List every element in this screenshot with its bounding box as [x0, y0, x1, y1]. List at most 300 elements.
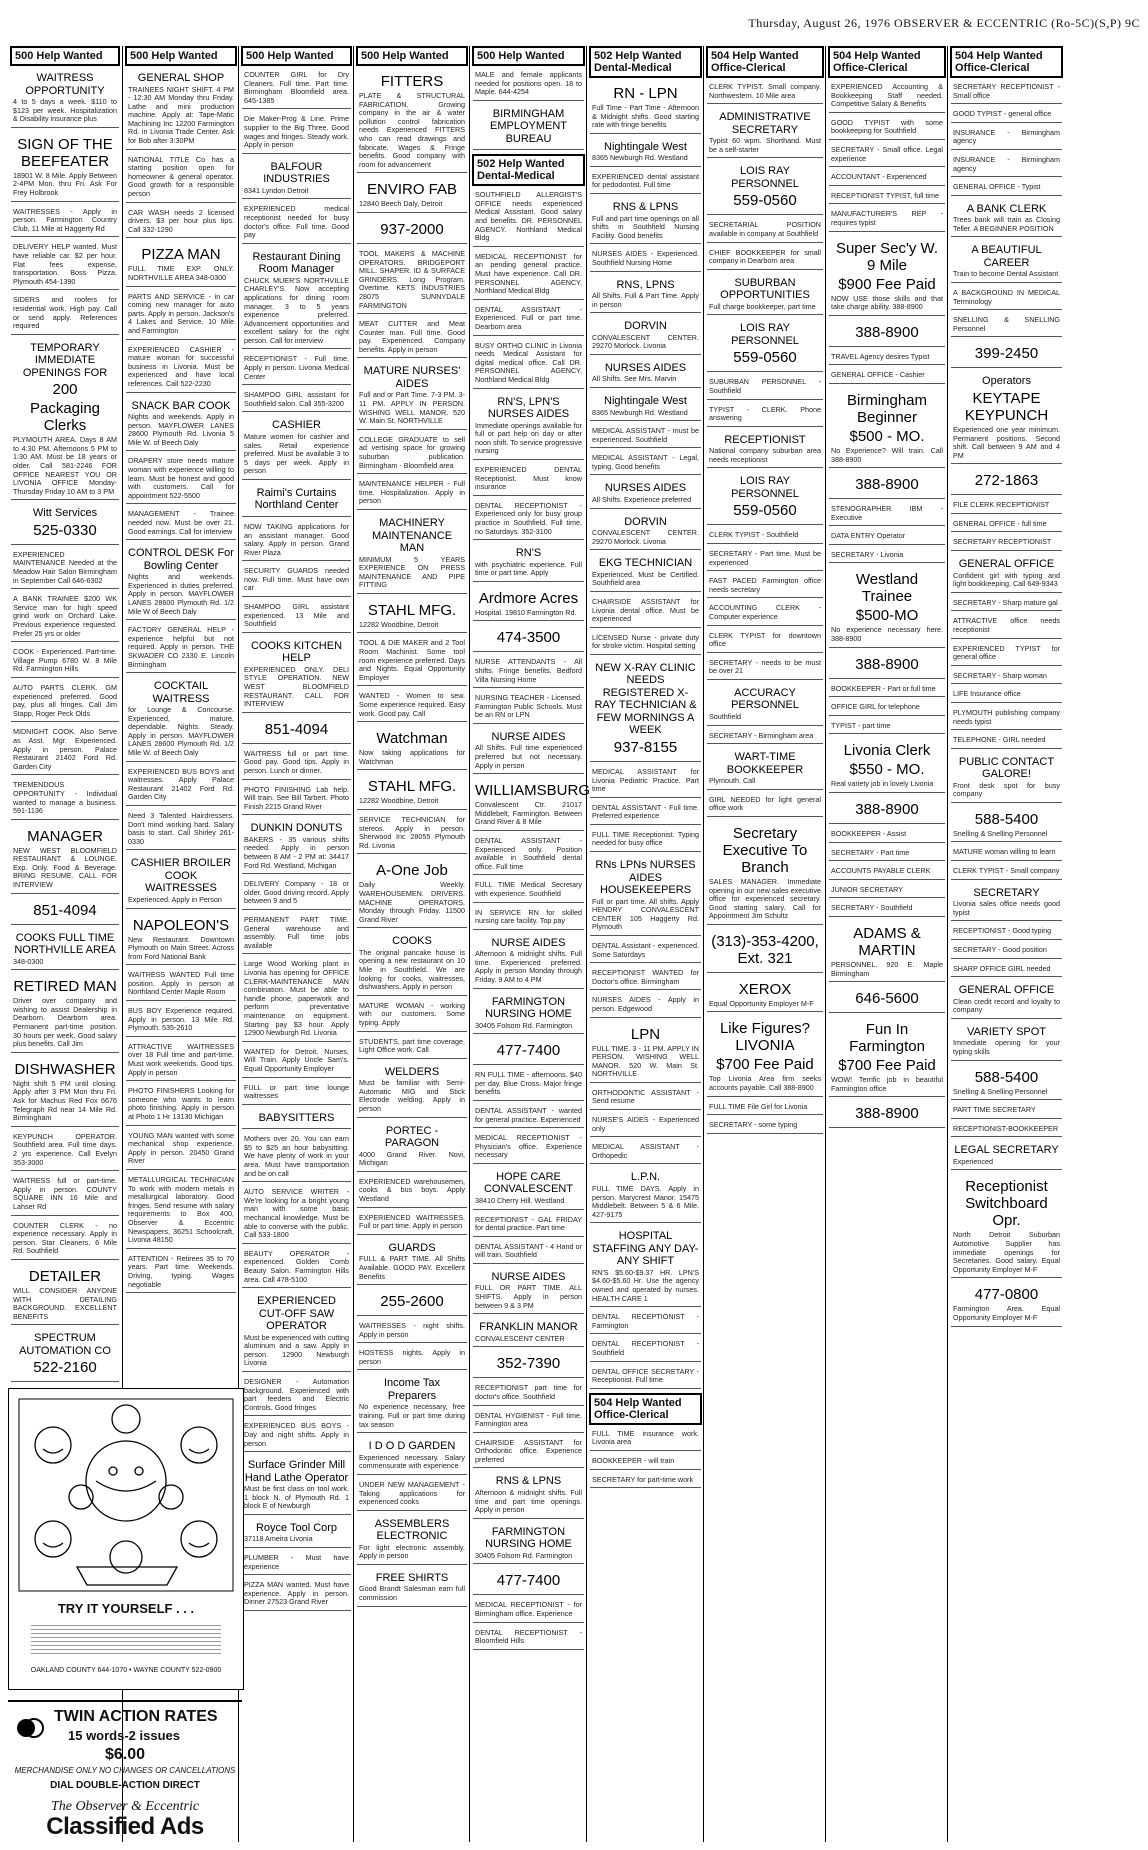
classified-ad	[951, 1065, 1062, 1101]
classified-ad	[357, 1320, 467, 1343]
classified-ad	[951, 1123, 1062, 1138]
classified-ad	[473, 835, 584, 875]
ad-body: PART TIME SECRETARY	[953, 1105, 1036, 1115]
classified-ad	[357, 1239, 467, 1285]
classified-ad	[473, 586, 584, 622]
classified-ad	[829, 701, 945, 716]
ad-body: SECURITY GUARDS needed now. Full time. Must have own car	[244, 566, 349, 593]
classified-ad	[126, 913, 236, 966]
ad-body: 38410 Cherry Hill. Westland	[475, 1195, 565, 1205]
classified-ad	[951, 287, 1062, 310]
ad-body: SECRETARY - some typing	[709, 1120, 798, 1130]
ad-body: WANTED for Detroit. Nurses, Will Train. Apply Uncle Sam's. Equal Opportunity Employer	[244, 1046, 349, 1073]
rates-subtitle: 15 words-2 issues	[68, 1728, 180, 1743]
classified-ad	[473, 544, 584, 582]
ad-body: MEDICAL RECEPTIONIST for an pending general practice. Must have experience. Call DR. PERSONNEL AGENCY. Northland Medical Bldg	[475, 251, 582, 296]
classified-ad	[357, 858, 467, 928]
classified-ad	[242, 353, 351, 385]
ad-title: COOKS KITCHEN HELP	[250, 639, 343, 665]
classified-ad	[473, 993, 584, 1035]
ad-body: FULL TIME DAYS. Apply in person. Marycrest Manor. 15475 Middlebelt. Between 5 & 6 Mile. 427-9175	[592, 1183, 699, 1219]
ad-body: Experienced necessary. Salary commensurate with experience	[359, 1452, 465, 1471]
ad-title: I D O D GARDEN	[368, 1440, 456, 1453]
classified-ad	[242, 1248, 351, 1288]
classified-ad	[951, 597, 1062, 612]
ad-body: GOOD TYPIST with some bookkeeping for Southfield	[831, 117, 943, 136]
ad-body: 12840 Beech Daly, Detroit	[359, 199, 443, 209]
ad-body: EXPERIENCED dental assistant for pedodontist. Full time	[592, 171, 699, 190]
classified-ad	[357, 814, 467, 854]
ad-body: SECRETARY for part-time work	[592, 1474, 694, 1484]
classified-ad	[590, 1022, 701, 1083]
ad-body: NATIONAL TITLE Co has a starting position open for homeowner & general operator. Good growth for a responsible person	[128, 154, 234, 199]
classified-ad	[590, 513, 701, 551]
classified-ad	[126, 766, 236, 806]
ad-body: with psychiatric experience. Full time or part time. Apply	[475, 559, 582, 578]
classified-ad	[473, 879, 584, 902]
ad-body: NURSES AIDES - Apply in person. Edgewood	[592, 995, 699, 1013]
column-4	[353, 46, 470, 1842]
ad-body: SECRETARY - Part time. Must be experienced	[709, 549, 821, 567]
classified-ad	[242, 521, 351, 561]
classified-ad	[590, 554, 701, 592]
ad-body: BOOKKEEPER - Assist	[831, 829, 907, 839]
ad-title: COCKTAIL WAITRESS	[152, 680, 210, 705]
classified-ad	[951, 536, 1062, 551]
column-heading: 504 Help Wanted Office-Clerical	[706, 46, 824, 78]
classified-ad	[707, 162, 823, 215]
ad-body: PARTS AND SERVICE - in car coming new manager for auto parts. Apply in person. Jackson's 4 Lakes and Service. 10 Mile and Farmington	[128, 291, 234, 335]
classified-ad	[951, 688, 1062, 703]
classified-ad	[242, 637, 351, 713]
ad-title: RNS, LPNS	[616, 278, 675, 291]
ad-body: JUNIOR SECRETARY	[831, 884, 904, 894]
ad-headline: 388-8900	[855, 476, 919, 494]
ad-body: Afternoon & midnight shifts. Full time and part time openings. Apply in person	[475, 1487, 582, 1515]
ad-body: WAITRESSES - Apply in person. Farmington Country Club, 11 Mile at Haggerty Rd	[13, 206, 117, 233]
ad-body: INSURANCE - Birmingham agency	[953, 127, 1060, 146]
ad-body: RECEPTIONIST part time for doctor's office. Southfield	[475, 1383, 582, 1401]
classified-ad	[829, 567, 945, 647]
classified-ad	[242, 1046, 351, 1078]
classified-ad	[473, 69, 584, 101]
rates-price: $6.00	[104, 1746, 146, 1763]
ad-title: RN'S	[515, 547, 542, 560]
ad-body: MAINTENANCE HELPER - Full time. Hospitalization. Apply in person	[359, 479, 465, 506]
classified-ad	[242, 601, 351, 633]
ad-body: EXPERIENCED MAINTENANCE Needed at the Meadow Hair Salon Birmingham in September Call 646-6302	[13, 549, 117, 585]
classified-ad	[951, 643, 1062, 666]
ad-body: TYPIST - part time	[831, 720, 891, 730]
ad-fee: $500-MO	[855, 607, 919, 625]
classified-ad	[590, 1428, 701, 1451]
ad-body: SECRETARY RECEPTIONIST - Small office	[953, 82, 1060, 100]
classified-ad	[11, 1057, 119, 1127]
ad-body: Confident girl with typing and light bookkeeping. Call 649-9343	[953, 570, 1060, 589]
ad-body: PLYMOUTH publishing company needs typist	[953, 707, 1060, 726]
ad-body: BEAUTY OPERATOR - experienced. Golden Comb Beauty Salon. Farmington Hills area. Call 478-5100	[244, 1248, 349, 1284]
ad-headline: Secretary Executive To Branch	[722, 824, 808, 876]
classified-ad	[951, 468, 1062, 495]
classified-ad	[242, 1579, 351, 1611]
ad-body: FULL TIME Medical Secretary with experience. Southfield	[475, 880, 582, 898]
classified-ad	[951, 1282, 1062, 1326]
classified-ad	[126, 397, 236, 452]
ad-title: LOIS RAY PERSONNEL	[731, 322, 799, 347]
ad-headline: FITTERS	[380, 73, 444, 90]
ad-body: ATTENTION - Retirees 35 to 70 years. Part time. Weekends. Driving, typing. Wages negotiable	[128, 1253, 234, 1289]
classified-ad	[951, 181, 1062, 196]
classified-ad	[357, 637, 467, 686]
classified-ad	[829, 652, 945, 679]
ad-title: LOIS RAY PERSONNEL	[731, 165, 799, 190]
ad-body: CONVALESCENT CENTER	[475, 1333, 565, 1343]
classified-ad	[829, 683, 945, 698]
ad-headline: 646-5600	[855, 990, 919, 1008]
classified-ad	[11, 682, 119, 722]
classified-ad	[357, 774, 467, 810]
classified-ad	[707, 602, 823, 625]
ad-body: Clean credit record and loyalty to company	[953, 996, 1060, 1015]
ad-body: 4 to 5 days a week. $110 to $123 per week. Hospitalization & Disability insurance plus	[13, 97, 117, 124]
ad-headline: 851-4094	[264, 720, 329, 738]
ad-title: DORVIN	[624, 515, 667, 528]
classified-ad	[829, 369, 945, 384]
ad-body: RN'S $5.60-$9.37 HR. LPN'S $4.60-$5.60 Hr. Use the agency owned and operated by nurses. HEALTH CARE 1	[592, 1267, 699, 1303]
classified-ad	[357, 598, 467, 634]
ad-body: BUSY ORTHO CLINIC in Livonia needs Medical Assistant for digital medical office. Call DR. PERSONNEL AGENCY. Northland Medical Bldg	[475, 340, 582, 384]
classified-ad	[590, 317, 701, 355]
ad-body: SECRETARY - Sharp mature gal	[953, 597, 1058, 607]
classified-ad	[473, 1069, 584, 1101]
classified-ad	[11, 132, 119, 202]
classified-ad	[126, 1005, 236, 1037]
classified-ad	[829, 351, 945, 366]
ad-body: SECRETARY - needs to be must be over 21	[709, 657, 821, 676]
classified-ad	[473, 1627, 584, 1650]
ad-body: NURSE ATTENDANTS - All shifts. Fringe benefits. Bedford Villa Nursing Home	[475, 657, 582, 684]
ad-body: SHAMPOO GIRL assistant experienced. 13 Mile and Southfield	[244, 602, 349, 629]
ad-title: A BANK CLERK	[966, 202, 1047, 215]
ad-title: BIRMINGHAM EMPLOYMENT BUREAU	[489, 107, 567, 145]
ad-title: ADMINISTRATIVE SECRETARY	[719, 111, 811, 136]
ad-body: ACCOUNTS PAYABLE CLERK	[831, 866, 931, 876]
classified-ad	[473, 1351, 584, 1378]
ad-body: MEDICAL RECEPTIONIST - Physician's office. Experience necessary	[475, 1133, 582, 1160]
promo-tagline: TRY IT YOURSELF . . .	[57, 1601, 195, 1616]
ad-body: SECRETARY - Birmingham area	[709, 730, 814, 740]
column-6	[586, 46, 704, 1842]
ad-title: DUNKIN DONUTS	[250, 822, 343, 835]
classified-ad	[126, 1085, 236, 1125]
ad-body: All Shifts. Experience preferred	[592, 494, 692, 504]
classified-ad	[590, 940, 701, 963]
classified-ad	[473, 1437, 584, 1469]
ad-body: NOW USE those skills and that take charge ability. 388-8900	[831, 293, 943, 312]
ad-body: COOK - Experienced. Part-time. Village Pump 6780 W. 8 Mile Rd. Farmington Hills	[13, 647, 117, 674]
classified-ad	[473, 1105, 584, 1128]
classified-ad	[951, 1174, 1062, 1278]
ad-body: INSURANCE - Birmingham agency	[953, 154, 1060, 173]
classified-ad	[473, 692, 584, 724]
ad-body: DENTAL OFFICE SECRETARY - Receptionist. Full time	[592, 1366, 699, 1385]
ad-title: BABYSITTERS	[258, 1111, 335, 1124]
classified-ad	[473, 1410, 584, 1433]
ad-body: GENERAL OFFICE - Typist	[953, 182, 1041, 192]
classified-ad	[11, 1220, 119, 1260]
column-7	[703, 46, 826, 1842]
ad-body: DELIVERY HELP wanted. Must have reliable car. $2 per hour. Flat fees expense, transportation. Boss Pizza. Plymouth 454-1390	[13, 242, 117, 286]
ad-headline: SIGN OF THE BEEFEATER	[17, 135, 113, 170]
classified-ad	[707, 684, 823, 726]
classified-ad	[126, 1130, 236, 1170]
ad-title: SECRETARY	[973, 886, 1040, 899]
classified-ad	[707, 376, 823, 399]
classified-ad	[126, 1253, 236, 1293]
ad-body: for Lounge & Concourse. Experienced, mature, dependable. Nights. Steady. Apply in person. MAYFLOWER LANES 28600 Plymouth Rd. 1/2 Mile W. of Beech Daly	[128, 705, 234, 758]
ad-body: EXPERIENCED DENTAL Receptionist. Must know insurance	[475, 464, 582, 492]
ad-body: SECRETARY - Small office. Legal experience	[831, 144, 943, 163]
ad-title: RNs LPNs NURSES AIDES HOUSEKEEPERS	[595, 859, 696, 897]
ad-headline: 477-7400	[496, 1042, 561, 1060]
classified-ad	[357, 1000, 467, 1032]
ad-headline: 522-2160	[33, 1359, 97, 1377]
classified-ad	[242, 1420, 351, 1452]
classified-ad	[242, 248, 351, 350]
classified-ad	[590, 856, 701, 936]
ad-body: Must be familiar with Semi-Automatic MIG and Stick Electrode welding. Apply in person	[359, 1078, 465, 1114]
ad-body: Snelling & Snelling Personnel	[953, 828, 1048, 838]
ad-headline: Fun In Farmington	[849, 1021, 925, 1056]
ad-headline: 474-3500	[496, 629, 561, 647]
ad-body: All Shifts. See Mrs. Marvin	[592, 374, 677, 384]
ad-body: Full charge bookkeeper, part time	[709, 301, 816, 311]
classified-ad	[473, 1214, 584, 1237]
ad-title: WELDERS	[384, 1065, 440, 1078]
ad-body: ORTHODONTIC ASSISTANT - Send resume	[592, 1087, 699, 1106]
ad-title: MATURE NURSES' AIDES	[363, 365, 461, 390]
ad-body: New Restaurant. Downtown Plymouth on Main Street. Across from Ford National Bank	[128, 934, 234, 961]
classified-ad	[242, 1519, 351, 1548]
ad-body: PLYMOUTH AREA. Days 8 AM to 4:30 PM. Afternoons 5 PM to 1:30 AM. Must be 18 years or older. Call 581-2246 FOR OFFICE NEAREST YOU OR LIVONIA OFFICE Monday-Thursday Friday 10 AM to 3 PM	[13, 435, 117, 496]
classified-ad	[473, 1599, 584, 1622]
ad-headline: LPN	[630, 1025, 661, 1043]
classified-ad	[829, 472, 945, 499]
section-heading: 504 Help Wanted Office-Clerical	[589, 1393, 702, 1425]
classified-ad	[829, 388, 945, 468]
ad-body: Full or part time. All shifts. Apply HENDRY CONVALESCENT CENTER 105 Haggerty Rd. Plymouth	[592, 896, 699, 932]
ad-headline: 588-5400	[974, 1068, 1039, 1086]
classified-ad	[829, 1101, 945, 1128]
classified-ad	[590, 1474, 701, 1489]
ad-body: CAR WASH needs 2 licensed drivers. $3 per hour plus tips. Call 332-1290	[128, 207, 234, 234]
classified-ad	[951, 499, 1062, 514]
ad-headline: STAHL MFG.	[367, 601, 457, 619]
classified-ad	[357, 1176, 467, 1208]
classified-ad	[11, 898, 119, 925]
classified-ad	[11, 929, 119, 971]
ad-headline: 525-0330	[33, 521, 97, 539]
classified-ad	[11, 1329, 119, 1382]
ad-body: IN SERVICE RN for skilled nursing care facility. Top pay	[475, 907, 582, 926]
ad-title: NURSE AIDES	[491, 936, 566, 949]
column-heading: 500 Help Wanted	[10, 46, 120, 66]
classified-ad	[590, 967, 701, 990]
rates-dial: DIAL DOUBLE-ACTION DIRECT	[50, 1780, 200, 1791]
ad-body: All Shifts. Full time experienced preferred but not necessary. Apply in person	[475, 743, 582, 770]
classified-ad	[951, 1023, 1062, 1061]
ad-body: ACCOUNTING CLERK - Computer experience	[709, 603, 821, 621]
ad-body: SHARP OFFICE GIRL needed	[953, 963, 1051, 973]
classified-ad	[951, 372, 1062, 464]
classified-ad	[242, 1552, 351, 1575]
ad-body: METALLURGICAL TECHNICIAN To work with modern metals in metallurgical laboratory. Good fringes. Send resume with salary requirements to Box 400, Observer & Eccentric Newspapers, 36251 Schoolcraft, Livonia 48150	[128, 1174, 234, 1245]
classified-ad	[951, 884, 1062, 922]
classified-ad	[11, 824, 119, 894]
classified-ad	[242, 565, 351, 597]
ad-body: Experienced. Must be Certified. Southfield area	[592, 569, 699, 588]
ad-body: STENOGRAPHER IBM - Executive	[831, 504, 943, 522]
ad-title: RNS & LPNS	[612, 201, 679, 214]
classified-ad	[951, 81, 1062, 104]
classified-ad	[11, 1131, 119, 1171]
classified-ad	[357, 1569, 467, 1607]
classified-ad	[951, 734, 1062, 749]
ad-body: RECEPTIONIST - Full time. Apply in person. Livonia Medical Center	[244, 354, 349, 381]
ad-body: WAITRESS WANTED Full time position. Apply in person at Northland Center Maple Room	[128, 970, 234, 997]
ad-body: MEDICAL ASSISTANT - Legal, typing. Good benefits	[592, 453, 699, 471]
ad-title: A BEAUTIFUL CAREER	[971, 244, 1042, 269]
classified-ad	[242, 1292, 351, 1372]
ad-body: 37118 Ameira Livonia	[244, 1534, 313, 1544]
ad-title: PORTEC - PARAGON	[384, 1124, 440, 1150]
ad-body: CLERK TYPIST. Small company. Northwestern. 10 Mile area	[709, 82, 821, 100]
ad-headline: Receptionist Switchboard Opr.	[965, 1178, 1048, 1230]
ad-headline: WILLIAMSBURG	[475, 782, 591, 800]
classified-ad	[829, 236, 945, 316]
ad-body: DENTAL RECEPTIONIST - Southfield	[592, 1339, 699, 1357]
ad-body: North Detroit Suburban Automotive Supplier has immediate openings for Secretaries. Good salary. Equal Opportunity Employer M-F	[953, 1230, 1060, 1274]
classified-ad	[11, 504, 119, 545]
ad-body: No Experience? Will train. Call 388-8900	[831, 445, 943, 464]
classified-ad	[590, 1141, 701, 1164]
ad-body: Livonia sales office needs good typist	[953, 899, 1060, 917]
ad-body: EXPERIENCED warehousemen, cooks & bus boys. Apply Westland	[359, 1176, 465, 1204]
classified-ad	[829, 986, 945, 1013]
ad-body: TRAVEL Agency desires Typist	[831, 351, 930, 361]
ad-headline: Ardmore Acres	[478, 589, 579, 607]
ad-body: GOOD TYPIST - general office	[953, 109, 1052, 119]
ad-body: MIDNIGHT COOK. Also Serve as Asst. Mgr. Experienced. Apply in person. Palace Restaurant 21402 Ford Rd. Garden City	[13, 727, 117, 771]
classified-ad	[473, 1523, 584, 1565]
ad-body: All Shifts. Full & Part Time. Apply in person	[592, 291, 699, 309]
ad-title: SNACK BAR COOK	[131, 399, 231, 412]
ad-title: GENERAL SHOP	[137, 72, 225, 84]
classified-ad	[590, 1366, 701, 1389]
ad-body: Good Brandt Salesman earn full commission	[359, 1584, 465, 1602]
ad-body: MEAT CUTTER and Meat Counter man. Full time. Good pay. Experienced. Company benefits. Apply in person	[359, 319, 465, 354]
ad-body: WOW! Terrific job in beautiful Farmington office	[831, 1075, 943, 1093]
ad-body: KEYPUNCH OPERATOR. Southfield area. Full time days. 2 yrs experience. Call Evelyn 353-3000	[13, 1131, 117, 1167]
classified-ad	[242, 717, 351, 744]
classified-ad	[829, 503, 945, 526]
classified-ad	[242, 1109, 351, 1130]
classified-ad	[473, 340, 584, 389]
classified-ad	[829, 720, 945, 735]
classified-ad	[242, 1186, 351, 1244]
classified-ad	[11, 593, 119, 642]
ad-body: 8341 Lyndon Detroit	[244, 185, 309, 195]
ad-body: SERVICE TECHNICIAN for stereos. Apply in person. Sherwood Inc 28055 Plymouth Rd. Livonia	[359, 815, 465, 850]
ad-body: CHIEF BOOKKEEPER for small company in Dearborn area	[709, 247, 821, 266]
ad-headline: 851-4094	[33, 901, 97, 919]
classified-ad	[707, 657, 823, 680]
ad-body: ATTRACTIVE office needs receptionist	[953, 616, 1060, 634]
ad-body: Immediate openings available for full or part help on day or after noon shift. To service progressive nursing	[475, 420, 582, 456]
ad-body: Nights and weekends. Experienced in duties preferred. Apply in person. MAYFLOWER LANES 28600 Plymouth Rd. 1/2 Mile W of Beech Daly	[128, 572, 234, 616]
ad-title: NURSE AIDES	[491, 1270, 566, 1283]
classified-ad	[829, 144, 945, 167]
classified-ad	[11, 646, 119, 678]
ad-body: SECRETARIAL POSITION available in company at Southfield	[709, 220, 821, 238]
classified-ad	[590, 248, 701, 271]
ad-body: WILL CONSIDER ANYONE WITH DETAILING BACKGROUND. EXCELLENT BENEFITS	[13, 1285, 117, 1321]
classified-ad	[590, 276, 701, 314]
classified-ad	[590, 171, 701, 194]
ad-body: TELEPHONE - GIRL needed	[953, 735, 1046, 745]
classified-ad	[829, 81, 945, 113]
ad-headline: NAPOLEON'S	[132, 916, 230, 934]
classified-ad	[473, 304, 584, 336]
ad-body: GENERAL OFFICE - Cashier	[831, 370, 925, 380]
ad-headline: 937-8155	[613, 738, 678, 756]
ad-body: PLATE & STRUCTURAL FABRICATION. Growing company in the air & water pollution control fabrication needs Experienced FITTERS who can read drawings and fabricate. Wages & Fringe benefits. Good company with room for advancement	[359, 91, 465, 169]
classified-ad	[473, 1132, 584, 1164]
ad-body: LICENSED Nurse - private duty for stroke victim. Hospital setting	[592, 632, 699, 651]
ad-body: 348-0300	[13, 956, 44, 966]
ad-body: Plymouth. Call	[709, 776, 756, 786]
classified-ad	[242, 389, 351, 412]
ad-headline: 388-8900	[855, 323, 919, 341]
ad-body: FILE CLERK RECEPTIONIST	[953, 500, 1050, 510]
ad-body: MINIMUM 5 YEARS EXPERIENCE ON PRESS MAINTENANCE AND PIPE FITTING	[359, 554, 465, 590]
classified-ad	[590, 994, 701, 1017]
promo-phone-numbers: OAKLAND COUNTY 644-1070 • WAYNE COUNTY 522-0900	[30, 1667, 222, 1674]
classified-ad	[829, 847, 945, 862]
classified-ad	[951, 670, 1062, 685]
classified-ad	[473, 1318, 584, 1347]
classified-ad	[590, 138, 701, 167]
ad-body: FACTORY GENERAL HELP - experience helpful but not required. Apply in person. THE SKWADER CO 2330 E. Lincoln Birmingham	[128, 625, 234, 669]
classified-ad	[357, 1063, 467, 1118]
classified-ad	[126, 508, 236, 540]
ad-title: VARIETY SPOT	[966, 1025, 1047, 1038]
ad-body: DENTAL ASSISTANT - Experienced only. Position available in Southfield dental office. Full time	[475, 836, 582, 871]
ad-body: Full and part time openings on all shifts in Southfield Nursing Facility. Good benefits	[592, 213, 699, 240]
ad-headline: 388-8900	[855, 1105, 919, 1123]
classified-ad	[473, 625, 584, 652]
ad-title: GENERAL OFFICE	[958, 558, 1055, 571]
classified-ad	[357, 726, 467, 770]
ad-body: MANUFACTURER'S REP - requires typist	[831, 209, 943, 227]
ad-body: TYPIST - CLERK. Phone answering	[709, 404, 821, 423]
classified-ad	[126, 455, 236, 504]
classified-ad	[357, 1479, 467, 1511]
classified-ad	[707, 730, 823, 745]
page-dateline: Thursday, August 26, 1976 OBSERVER & ECCENTRIC (Ro-5C)(S,P) 9C	[748, 16, 1140, 30]
ad-body: RECEPTIONIST-BOOKKEEPER	[953, 1123, 1059, 1133]
ad-body: DESIGNER - Automation background. Experienced with part feeders and Electric Controls. Good fringes	[244, 1377, 349, 1412]
